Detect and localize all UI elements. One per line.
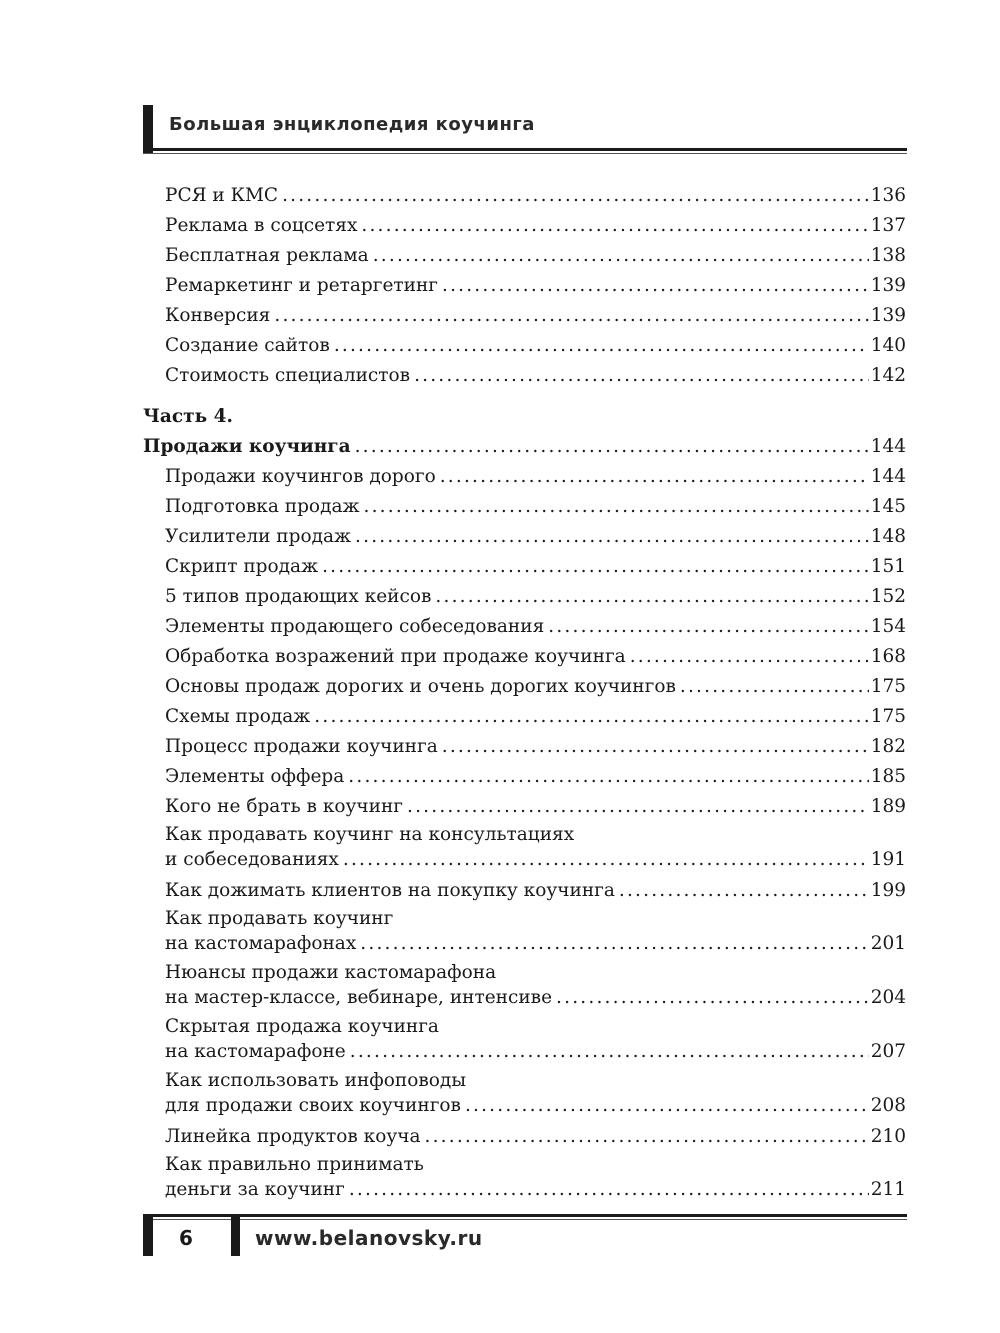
toc-leader-dots <box>348 763 868 790</box>
toc-entry-title-line1: Как продавать коучинг на консультациях <box>165 824 575 845</box>
toc-leader-dots <box>425 1123 869 1150</box>
toc-entry-page: 154 <box>870 616 906 637</box>
toc-leader-dots <box>680 673 869 700</box>
toc-entry <box>143 242 906 272</box>
toc-entry <box>143 332 906 362</box>
toc-entry <box>143 272 906 302</box>
toc-leader-dots <box>360 931 868 957</box>
running-header <box>143 105 907 153</box>
toc-leader-dots <box>349 1177 869 1203</box>
toc-entry-title: Обработка возражений при продаже коучинга <box>165 646 626 667</box>
toc-entry-page: 199 <box>870 880 906 901</box>
toc-entry-page: 189 <box>870 796 906 817</box>
toc-leader-dots <box>350 1039 869 1065</box>
toc-entry-page: 201 <box>870 933 906 954</box>
toc-entry <box>143 553 906 583</box>
toc-entry <box>143 877 906 907</box>
toc-entry-title: Конверсия <box>165 305 271 326</box>
toc-entry <box>143 793 906 823</box>
footer-separator-bar <box>231 1217 240 1256</box>
toc-entry-title: и собеседованиях <box>165 849 339 870</box>
website-url: www.belanovsky.ru <box>255 1226 483 1250</box>
toc-leader-dots <box>334 332 869 359</box>
toc-entry-page: 182 <box>870 736 906 757</box>
toc-entry-page: 152 <box>870 586 906 607</box>
toc-entry-title: Создание сайтов <box>165 335 330 356</box>
footer-bar-decoration <box>143 1217 153 1256</box>
header-rule <box>143 148 907 151</box>
toc-entry-page: 207 <box>870 1041 906 1062</box>
toc-leader-dots <box>435 583 868 610</box>
toc-entry-title: Схемы продаж <box>165 706 311 727</box>
toc-entry-page: 137 <box>870 215 906 236</box>
toc-entry <box>143 1015 906 1068</box>
toc-entry-page: 208 <box>870 1095 906 1116</box>
toc-entry-page: 148 <box>870 526 906 547</box>
toc-entry-title: Процесс продажи коучинга <box>165 736 438 757</box>
toc-entry <box>143 523 906 553</box>
toc-entry-title-line1: Как использовать инфоповоды <box>165 1070 467 1091</box>
running-footer <box>143 1214 907 1256</box>
toc-entry-page: 204 <box>870 987 906 1008</box>
toc-entry-title: для продажи своих коучингов <box>165 1095 461 1116</box>
toc-entry-title: Продажи коучингов дорого <box>165 466 436 487</box>
toc-leader-dots <box>556 985 869 1011</box>
toc-entry-title: Стоимость специалистов <box>165 365 411 386</box>
toc-leader-dots <box>361 212 868 239</box>
toc-entry-title: РСЯ и КМС <box>165 185 279 206</box>
toc-entry-title: Скрипт продаж <box>165 556 319 577</box>
toc-entry-page: 185 <box>870 766 906 787</box>
toc-entry-page: 168 <box>870 646 906 667</box>
toc-entry-title: Реклама в соцсетях <box>165 215 358 236</box>
toc-entry-page: 139 <box>870 305 906 326</box>
toc-entry-title: Линейка продуктов коуча <box>165 1126 421 1147</box>
toc-entry-title: Бесплатная реклама <box>165 245 369 266</box>
toc-entry <box>143 907 906 960</box>
toc-entry-title: Элементы оффера <box>165 766 345 787</box>
toc-entry <box>143 763 906 793</box>
toc-entry <box>143 673 906 703</box>
toc-entry <box>143 493 906 523</box>
toc-leader-dots <box>630 643 869 670</box>
page-number: 6 <box>179 1226 193 1250</box>
toc-leader-dots <box>322 553 869 580</box>
toc-entry-title: на кастомарафонах <box>165 933 357 954</box>
toc-leader-dots <box>282 182 869 209</box>
toc-entry-page: 175 <box>870 676 906 697</box>
toc-entry-title: Кого не брать в коучинг <box>165 796 403 817</box>
toc-entry-title-line1: Как продавать коучинг <box>165 908 394 929</box>
toc-entry-title-line1: Как правильно принимать <box>165 1154 424 1175</box>
toc-entry-page: 210 <box>870 1126 906 1147</box>
toc-entry-page: 140 <box>870 335 906 356</box>
toc-leader-dots <box>442 272 869 299</box>
toc-entry-title: Ремаркетинг и ретаргетинг <box>165 275 438 296</box>
toc-entry-title: 5 типов продающих кейсов <box>165 586 432 607</box>
toc-entry <box>143 1153 906 1206</box>
toc-leader-dots <box>355 433 869 460</box>
toc-entry-page: 175 <box>870 706 906 727</box>
book-title: Большая энциклопедия коучинга <box>169 114 535 135</box>
toc-entry <box>143 463 906 493</box>
toc-entry <box>143 703 906 733</box>
toc-entry <box>143 1069 906 1122</box>
toc-entry-page: 145 <box>870 496 906 517</box>
toc-entry <box>143 643 906 673</box>
toc-entry <box>143 823 906 876</box>
toc-leader-dots <box>314 703 868 730</box>
toc-leader-dots <box>465 1093 869 1119</box>
toc-leader-dots <box>343 847 869 873</box>
part-label: Часть 4. <box>143 406 233 427</box>
footer-rule <box>143 1214 907 1217</box>
toc-entry-title-line1: Скрытая продажа коучинга <box>165 1016 439 1037</box>
toc-chapter-entry <box>143 433 906 463</box>
toc-entry <box>143 961 906 1014</box>
toc-entry <box>143 212 906 242</box>
toc-leader-dots <box>440 463 869 490</box>
toc-entry <box>143 362 906 392</box>
toc-leader-dots <box>442 733 869 760</box>
toc-entry-title: Усилители продаж <box>165 526 352 547</box>
toc-leader-dots <box>373 242 869 269</box>
toc-entry <box>143 583 906 613</box>
toc-entry-title: Подготовка продаж <box>165 496 360 517</box>
toc-leader-dots <box>355 523 869 550</box>
header-bar-decoration <box>143 105 153 153</box>
toc-entry-title: Как дожимать клиентов на покупку коучинга <box>165 880 615 901</box>
toc-leader-dots <box>364 493 869 520</box>
toc-entry <box>143 733 906 763</box>
toc-entry-title: Элементы продающего собеседования <box>165 616 545 637</box>
toc-chapter-title: Продажи коучинга <box>143 436 351 457</box>
toc-leader-dots <box>407 793 869 820</box>
toc-leader-dots <box>619 877 869 904</box>
toc-entry-page: 138 <box>870 245 906 266</box>
toc-entry <box>143 613 906 643</box>
toc-entry-page: 142 <box>870 365 906 386</box>
toc-leader-dots <box>414 362 869 389</box>
toc-entry-page: 136 <box>870 185 906 206</box>
toc-entry <box>143 1123 906 1153</box>
toc-entry-page: 144 <box>870 466 906 487</box>
toc-entry-page: 151 <box>870 556 906 577</box>
toc-entry-page: 191 <box>870 849 906 870</box>
toc-leader-dots <box>274 302 868 329</box>
toc-entry <box>143 182 906 212</box>
toc-entry-title-line1: Нюансы продажи кастомарафона <box>165 962 497 983</box>
toc-entry-title: деньги за коучинг <box>165 1179 345 1200</box>
toc-entry-title: на кастомарафоне <box>165 1041 346 1062</box>
header-rule-thin <box>143 153 907 154</box>
footer-rule-thin <box>143 1219 907 1220</box>
toc-entry-title: на мастер-классе, вебинаре, интенсиве <box>165 987 553 1008</box>
table-of-contents <box>143 182 906 1207</box>
toc-entry <box>143 302 906 332</box>
toc-chapter-page: 144 <box>870 436 906 457</box>
toc-entry-page: 139 <box>870 275 906 296</box>
toc-entry-page: 211 <box>870 1179 906 1200</box>
toc-entry-title: Основы продаж дорогих и очень дорогих коучингов <box>165 676 676 697</box>
toc-leader-dots <box>548 613 868 640</box>
